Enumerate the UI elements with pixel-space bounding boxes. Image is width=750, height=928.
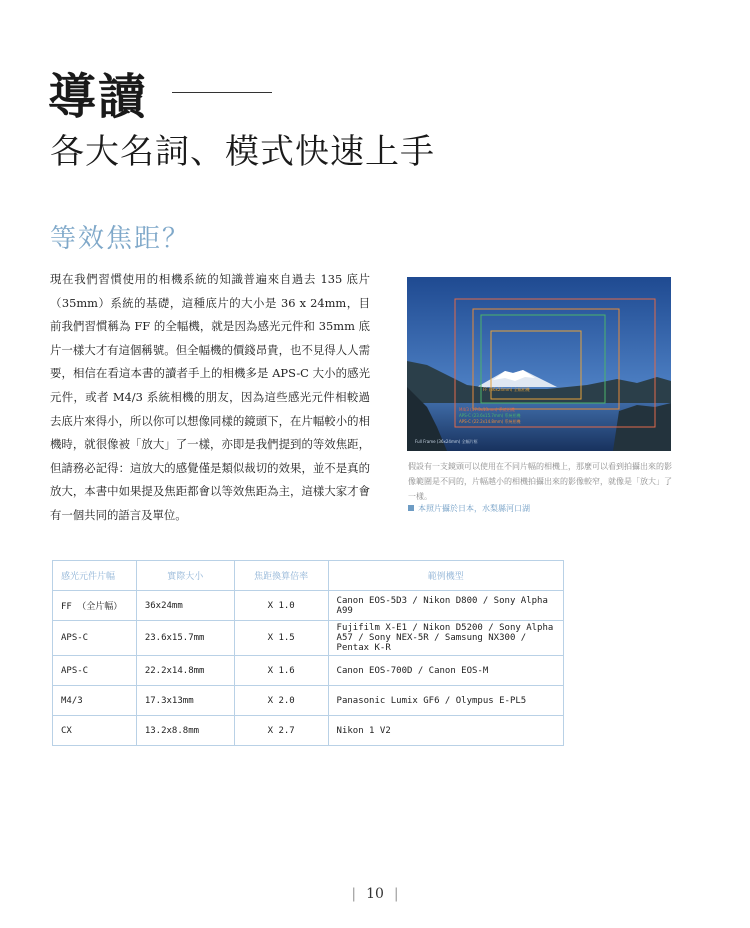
table-cell: M4/3 bbox=[53, 686, 137, 716]
table-cell: X 2.0 bbox=[234, 686, 328, 716]
table-cell: 17.3x13mm bbox=[136, 686, 234, 716]
page-divider: | bbox=[351, 886, 357, 902]
table-header: 焦距換算倍率 bbox=[234, 561, 328, 591]
sensor-size-table bbox=[52, 560, 564, 746]
frame-label-m43: M4/3 (17.3x13mm) 系統相機 bbox=[459, 407, 515, 412]
table-cell: 23.6x15.7mm bbox=[136, 621, 234, 656]
photo-illustration bbox=[407, 277, 671, 451]
table-cell: Fujifilm X-E1 / Nikon D5200 / Sony Alpha A57 / Sony NEX-5R / Samsung NX300 / Pentax K-R bbox=[328, 621, 563, 656]
table-cell: 22.2x14.8mm bbox=[136, 656, 234, 686]
table-cell: X 2.7 bbox=[234, 716, 328, 746]
chapter-subtitle: 各大名詞、模式快速上手 bbox=[50, 132, 435, 172]
table-row bbox=[53, 591, 564, 621]
table-cell: FF （全片幅） bbox=[53, 591, 137, 621]
frame-label-ff: FF (36x24mm) 全幅相機 bbox=[483, 387, 530, 392]
table-cell: CX bbox=[53, 716, 137, 746]
table-cell: 13.2x8.8mm bbox=[136, 716, 234, 746]
table-header: 實際大小 bbox=[136, 561, 234, 591]
table-cell: APS-C bbox=[53, 656, 137, 686]
table-cell: Canon EOS-5D3 / Nikon D800 / Sony Alpha A99 bbox=[328, 591, 563, 621]
page-number-text: 10 bbox=[366, 886, 384, 902]
table-cell: Nikon 1 V2 bbox=[328, 716, 563, 746]
table-cell: Canon EOS-700D / Canon EOS-M bbox=[328, 656, 563, 686]
table-row bbox=[53, 656, 564, 686]
table-row bbox=[53, 621, 564, 656]
crop-factor-photo bbox=[407, 277, 671, 451]
table-cell: 36x24mm bbox=[136, 591, 234, 621]
photo-credit bbox=[408, 503, 530, 514]
table-cell: X 1.6 bbox=[234, 656, 328, 686]
table-header: 範例機型 bbox=[328, 561, 563, 591]
frame-corner-label: Full Frame (36x24mm) 全幅片框 bbox=[415, 439, 478, 444]
section-title: 等效焦距？ bbox=[50, 224, 191, 254]
chapter-title: 導讀 bbox=[48, 69, 149, 125]
table-row bbox=[53, 716, 564, 746]
credit-text: 本照片攝於日本，水梨縣河口湖 bbox=[418, 504, 530, 513]
page-divider: | bbox=[393, 886, 399, 902]
title-rule bbox=[172, 92, 272, 93]
table-cell: X 1.0 bbox=[234, 591, 328, 621]
page-number bbox=[0, 886, 750, 902]
body-paragraph: 現在我們習慣使用的相機系統的知識普遍來自過去 135 底片（35mm）系統的基礎，這種底片的大小是 36 x 24mm，目前我們習慣稱為 FF 的全幅機，就是因為感光元件和 35mm 底片一樣大才有這個稱號。但全幅機的價錢昂貴，也不見得人人需要，相信在看這本書的讀者手上的相機多是 APS-C 大小的感光元件，或者 M4/3 系統相機的朋友，因為這些感光元件相較過去底片來得小，所以你可以想像同樣的鏡頭下，在片幅較小的相機時，就很像被「放大」了一樣，亦即是我們提到的等效焦距，但請務必記得：這放大的感覺僅是類似裁切的效果，並不是真的放大，本書中如果提及焦距都會以等效焦距為主，這樣大家才會有一個共同的語言及單位。 bbox=[50, 272, 370, 522]
square-bullet-icon bbox=[408, 505, 414, 511]
frame-label-apsc-2: APS-C (22.2x14.8mm) 系統相機 bbox=[459, 419, 521, 424]
table-cell: APS-C bbox=[53, 621, 137, 656]
photo-caption: 假設有一支鏡頭可以使用在不同片幅的相機上，那麼可以看到拍攝出來的影像範圍是不同的，片幅越小的相機拍攝出來的影像較窄，就像是「放大」了一樣。 bbox=[408, 462, 672, 501]
table-header-row bbox=[53, 561, 564, 591]
frame-label-apsc-1: APS-C (23.6x15.7mm) 系統相機 bbox=[459, 413, 521, 418]
table-row bbox=[53, 686, 564, 716]
table-cell: X 1.5 bbox=[234, 621, 328, 656]
table-header: 感光元件片幅 bbox=[53, 561, 137, 591]
table-cell: Panasonic Lumix GF6 / Olympus E-PL5 bbox=[328, 686, 563, 716]
